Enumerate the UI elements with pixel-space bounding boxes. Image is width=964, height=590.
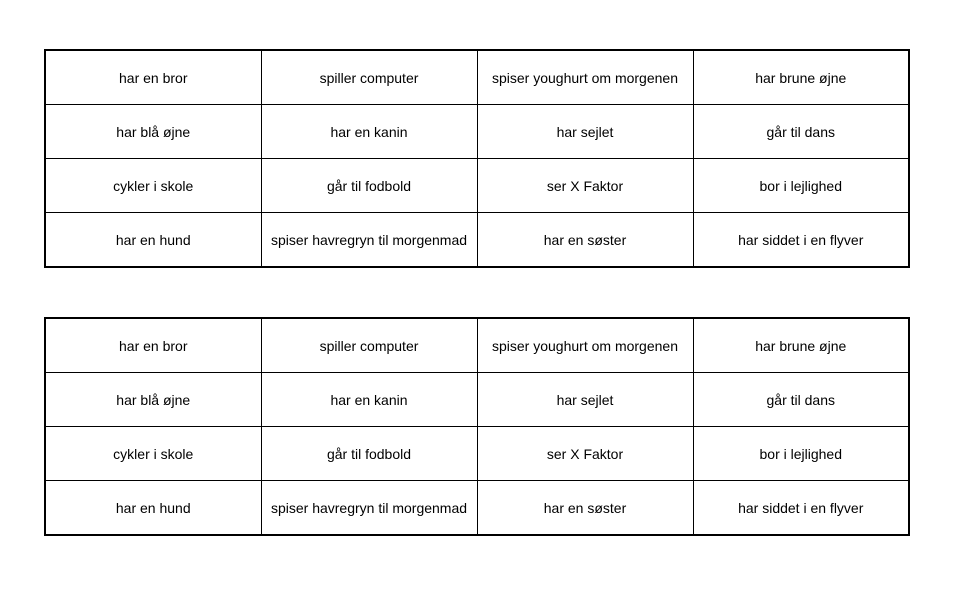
bingo-table-1	[44, 49, 910, 268]
table-cell: spiller computer	[261, 50, 477, 105]
table-cell: går til fodbold	[261, 159, 477, 213]
table-cell: cykler i skole	[45, 427, 261, 481]
table-cell: har en bror	[45, 318, 261, 373]
table-cell: går til fodbold	[261, 427, 477, 481]
table-cell: har en hund	[45, 213, 261, 268]
table-cell: går til dans	[693, 373, 909, 427]
table-cell: har en kanin	[261, 105, 477, 159]
table-cell: har en hund	[45, 481, 261, 536]
table-cell: ser X Faktor	[477, 159, 693, 213]
table-cell: spiser youghurt om morgenen	[477, 50, 693, 105]
table-cell: cykler i skole	[45, 159, 261, 213]
table-row	[45, 159, 909, 213]
table-cell: ser X Faktor	[477, 427, 693, 481]
table-row	[45, 50, 909, 105]
table-cell: spiser havregryn til morgenmad	[261, 213, 477, 268]
table-row	[45, 318, 909, 373]
table-cell: går til dans	[693, 105, 909, 159]
table-cell: har blå øjne	[45, 105, 261, 159]
table-cell: spiser youghurt om morgenen	[477, 318, 693, 373]
table-cell: har en søster	[477, 481, 693, 536]
table-cell: har en søster	[477, 213, 693, 268]
table-cell: spiser havregryn til morgenmad	[261, 481, 477, 536]
table-cell: har siddet i en flyver	[693, 213, 909, 268]
table-cell: har en kanin	[261, 373, 477, 427]
table-cell: har en bror	[45, 50, 261, 105]
table-cell: bor i lejlighed	[693, 159, 909, 213]
table-row	[45, 373, 909, 427]
table-cell: har brune øjne	[693, 318, 909, 373]
table-cell: bor i lejlighed	[693, 427, 909, 481]
table-cell: har brune øjne	[693, 50, 909, 105]
table-row	[45, 427, 909, 481]
table-cell: har sejlet	[477, 105, 693, 159]
table-row	[45, 105, 909, 159]
table-row	[45, 213, 909, 268]
bingo-table-2	[44, 317, 910, 536]
table-row	[45, 481, 909, 536]
table-cell: har blå øjne	[45, 373, 261, 427]
table-cell: har siddet i en flyver	[693, 481, 909, 536]
table-cell: har sejlet	[477, 373, 693, 427]
table-cell: spiller computer	[261, 318, 477, 373]
